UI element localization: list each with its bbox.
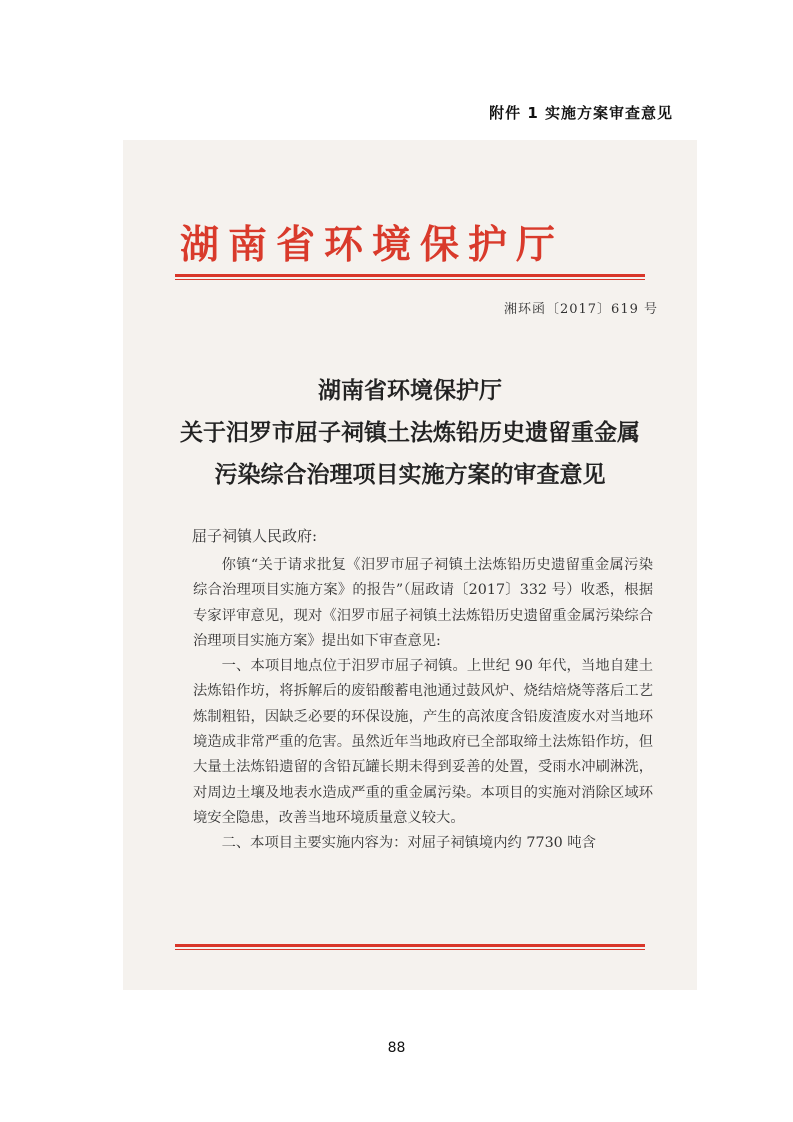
paragraph-intro: 你镇“关于请求批复《汨罗市屈子祠镇土法炼铅历史遗留重金属污染综合治理项目实施方案》的报告”（屈政请〔2017〕332 号）收悉，根据专家评审意见，现对《汨罗市屈子祠镇土法炼铅历史遗留重金属污染综合治理项目实施方案》提出如下审查意见: <box>193 557 653 649</box>
document-body <box>193 553 653 857</box>
paragraph-two: 二、本项目主要实施内容为：对屈子祠镇境内约 7730 吨含 <box>221 835 596 852</box>
document-number: 湘环函〔2017〕619 号 <box>503 302 658 317</box>
document-title-line-1: 湖南省环境保护厅 <box>318 377 502 404</box>
footer-red-rule-thin <box>175 949 645 950</box>
attachment-label: 附件 1 实施方案审查意见 <box>489 104 673 122</box>
page-number: 88 <box>387 1040 406 1056</box>
footer-red-rule <box>175 944 645 947</box>
document-title-line-3: 污染综合治理项目实施方案的审查意见 <box>214 461 606 488</box>
letterhead-red-rule-thin <box>175 279 645 280</box>
letterhead-red-rule <box>175 274 645 277</box>
addressee: 屈子祠镇人民政府: <box>192 527 318 545</box>
document-title-line-2: 关于汨罗市屈子祠镇土法炼铅历史遗留重金属 <box>180 419 640 446</box>
letterhead-title: 湖南省环境保护厅 <box>180 222 565 268</box>
paragraph-one: 一、本项目地点位于汨罗市屈子祠镇。上世纪 90 年代，当地自建土法炼铅作坊，将拆解后的废铅酸蓄电池通过鼓风炉、烧结焙烧等落后工艺炼制粗铅，因缺乏必要的环保设施，产生的高浓度含铅废渣废水对当地环境造成非常严重的危害。虽然近年当地政府已全部取缔土法炼铅作坊，但大量土法炼铅遗留的含铅瓦罐长期未得到妥善的处置，受雨水冲刷淋洗，对周边土壤及地表水造成严重的重金属污染。本项目的实施对消除区域环境安全隐患，改善当地环境质量意义较大。 <box>193 658 653 826</box>
